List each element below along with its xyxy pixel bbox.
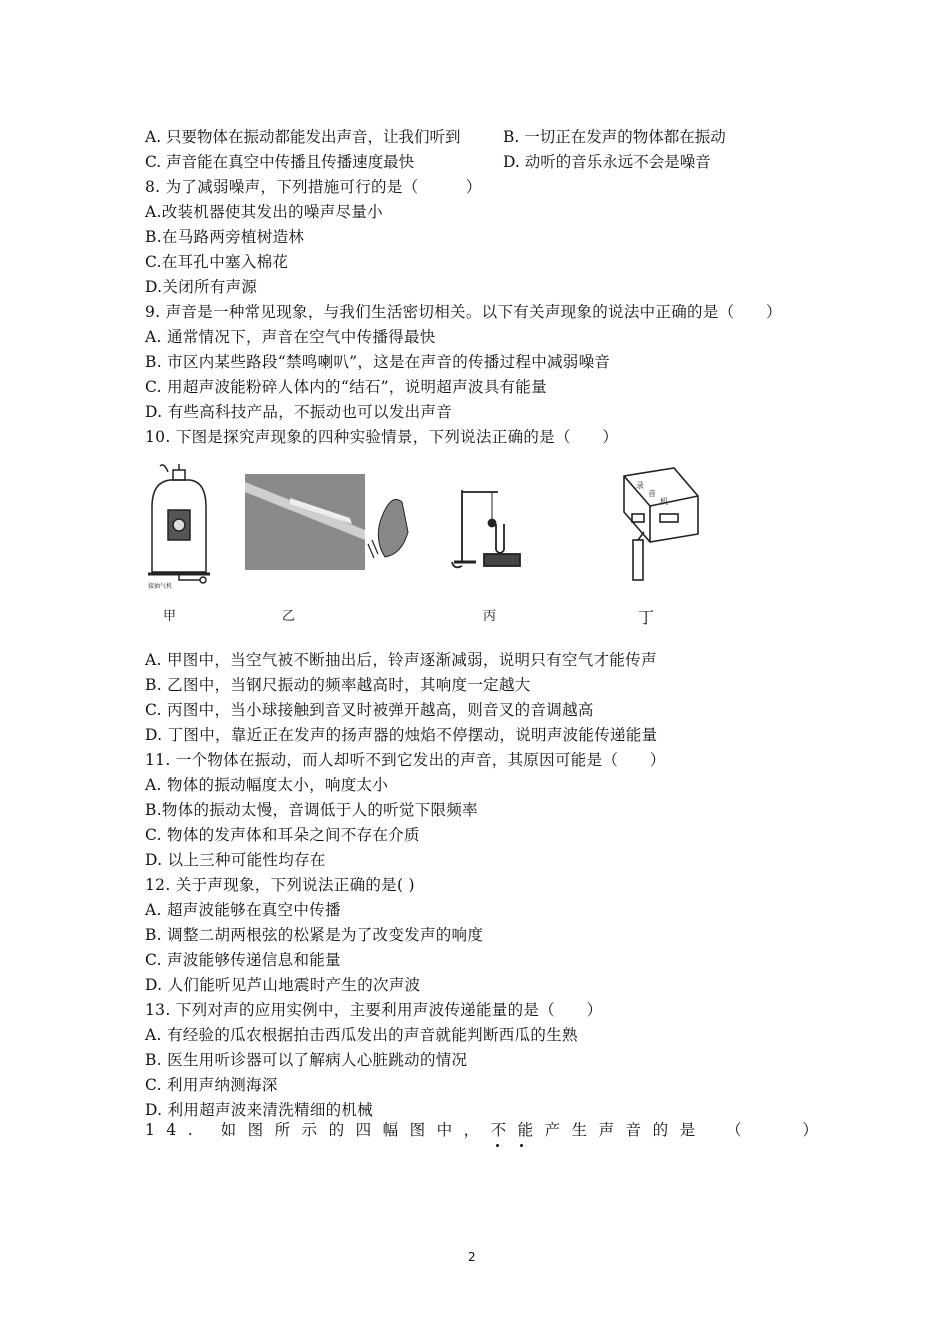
q8-option-b[interactable]: B.在马路两旁植树造林 bbox=[145, 228, 305, 246]
q14-stem: 14. 如图所示的四幅图中，不能产生声音的是 bbox=[145, 1121, 707, 1139]
q9-option-a[interactable]: A. 通常情况下，声音在空气中传播得最快 bbox=[145, 328, 436, 346]
svg-text:音: 音 bbox=[648, 489, 656, 498]
figure-label-yi: 乙 bbox=[282, 609, 296, 624]
q12-option-a[interactable]: A. 超声波能够在真空中传播 bbox=[145, 901, 341, 919]
q7-option-c[interactable]: C. 声音能在真空中传播且传播速度最快 bbox=[145, 153, 415, 171]
q11-option-b[interactable]: B.物体的振动太慢，音调低于人的听觉下限频率 bbox=[145, 801, 478, 819]
tuning-fork-illustration bbox=[452, 490, 520, 567]
q12-option-d[interactable]: D. 人们能听见芦山地震时产生的次声波 bbox=[145, 976, 421, 994]
q10-option-b[interactable]: B. 乙图中，当钢尺振动的频率越高时，其响度一定越大 bbox=[145, 676, 531, 694]
bell-jar-illustration bbox=[148, 464, 210, 590]
svg-text:录: 录 bbox=[636, 481, 644, 490]
q7-row-cd bbox=[145, 152, 711, 172]
emphasis-dot bbox=[520, 1144, 523, 1147]
figure-label-ding: 丁 bbox=[638, 608, 655, 627]
q8-stem: 8. 为了减弱噪声，下列措施可行的是（ ） bbox=[145, 178, 482, 196]
q11-option-a[interactable]: A. 物体的振动幅度太小，响度太小 bbox=[145, 776, 389, 794]
q13-option-b[interactable]: B. 医生用听诊器可以了解病人心脏跳动的情况 bbox=[145, 1051, 468, 1069]
page-number: 2 bbox=[468, 1250, 476, 1264]
q8-option-d[interactable]: D.关闭所有声源 bbox=[145, 278, 258, 296]
q13-stem: 13. 下列对声的应用实例中，主要利用声波传递能量的是（ ） bbox=[145, 1001, 603, 1019]
q10-stem: 10. 下图是探究声现象的四种实验情景，下列说法正确的是（ ） bbox=[145, 428, 619, 446]
figure-label-jia: 甲 bbox=[163, 609, 177, 624]
q9-option-b[interactable]: B. 市区内某些路段“禁鸣喇叭”，这是在声音的传播过程中减弱噪音 bbox=[145, 353, 611, 371]
q13-option-c[interactable]: C. 利用声纳测海深 bbox=[145, 1076, 278, 1094]
q9-stem: 9. 声音是一种常见现象，与我们生活密切相关。以下有关声现象的说法中正确的是（ ） bbox=[145, 303, 782, 321]
q13-option-a[interactable]: A. 有经验的瓜农根据拍击西瓜发出的声音就能判断西瓜的生熟 bbox=[145, 1026, 578, 1044]
svg-text:接抽气机: 接抽气机 bbox=[148, 583, 173, 590]
ruler-illustration bbox=[245, 474, 408, 570]
q12-stem: 12. 关于声现象，下列说法正确的是( ) bbox=[145, 876, 415, 894]
figure-label-bing: 丙 bbox=[483, 609, 497, 624]
q8-option-a[interactable]: A.改装机器使其发出的噪声尽量小 bbox=[145, 203, 383, 221]
q7-row-ab bbox=[145, 127, 726, 147]
q7-option-d[interactable]: D. 动听的音乐永远不会是噪音 bbox=[503, 153, 711, 171]
q11-option-c[interactable]: C. 物体的发声体和耳朵之间不存在介质 bbox=[145, 826, 420, 844]
q12-option-c[interactable]: C. 声波能够传递信息和能量 bbox=[145, 951, 341, 969]
emphasis-dot bbox=[496, 1144, 499, 1147]
q7-option-b[interactable]: B. 一切正在发声的物体都在振动 bbox=[503, 128, 726, 146]
q11-stem: 11. 一个物体在振动，而人却听不到它发出的声音，其原因可能是（ ） bbox=[145, 751, 666, 769]
q10-option-d[interactable]: D. 丁图中，靠近正在发声的扬声器的烛焰不停摆动，说明声波能传递能量 bbox=[145, 726, 658, 744]
q10-option-c[interactable]: C. 丙图中，当小球接触到音叉时被弹开越高，则音叉的音调越高 bbox=[145, 701, 594, 719]
q9-option-c[interactable]: C. 用超声波能粉碎人体内的“结石”，说明超声波具有能量 bbox=[145, 378, 547, 396]
q9-option-d[interactable]: D. 有些高科技产品，不振动也可以发出声音 bbox=[145, 403, 453, 421]
experiment-illustrations bbox=[140, 462, 710, 602]
speaker-candle-illustration bbox=[624, 468, 698, 580]
q8-option-c[interactable]: C.在耳孔中塞入棉花 bbox=[145, 253, 289, 271]
q14-answer-paren[interactable]: （ ） bbox=[726, 1121, 846, 1139]
svg-text:机: 机 bbox=[660, 497, 668, 506]
q11-option-d[interactable]: D. 以上三种可能性均存在 bbox=[145, 851, 326, 869]
q7-option-a[interactable]: A. 只要物体在振动都能发出声音，让我们听到 bbox=[145, 128, 461, 146]
q13-option-d[interactable]: D. 利用超声波来清洗精细的机械 bbox=[145, 1101, 374, 1119]
q12-option-b[interactable]: B. 调整二胡两根弦的松紧是为了改变发声的响度 bbox=[145, 926, 484, 944]
q10-figure bbox=[140, 462, 710, 632]
q10-option-a[interactable]: A. 甲图中，当空气被不断抽出后，铃声逐渐减弱，说明只有空气才能传声 bbox=[145, 651, 657, 669]
